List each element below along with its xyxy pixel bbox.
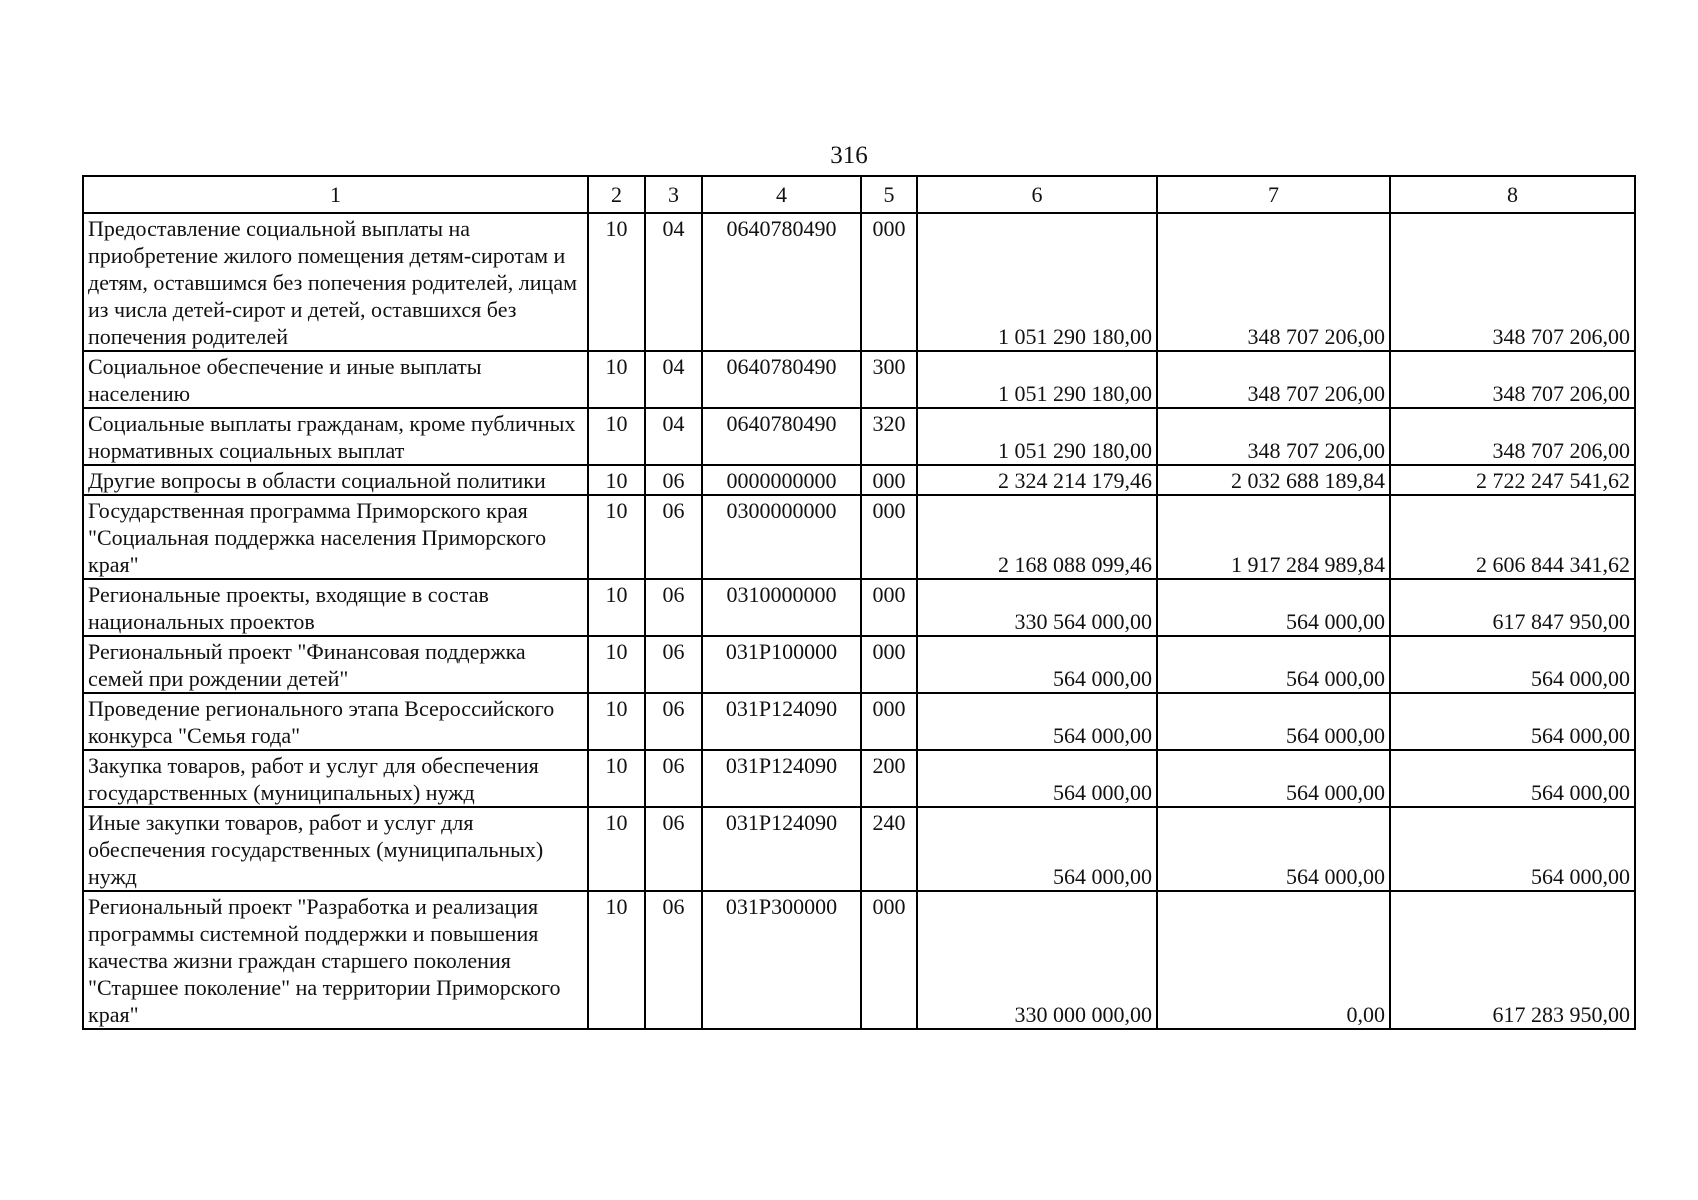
table-row — [83, 891, 1635, 1029]
section-code: 10 — [588, 465, 645, 495]
amount-column-8: 348 707 206,00 — [1390, 351, 1635, 408]
amount-column-6: 330 564 000,00 — [917, 579, 1157, 636]
column-header-1: 1 — [83, 176, 588, 213]
amount-column-7: 348 707 206,00 — [1157, 213, 1390, 351]
column-header-7: 7 — [1157, 176, 1390, 213]
amount-column-6: 564 000,00 — [917, 636, 1157, 693]
expense-type-code: 000 — [861, 465, 917, 495]
expense-type-code: 000 — [861, 213, 917, 351]
header-row — [83, 176, 1635, 213]
column-header-5: 5 — [861, 176, 917, 213]
subsection-code: 04 — [645, 213, 702, 351]
amount-column-7: 348 707 206,00 — [1157, 408, 1390, 465]
row-name: Закупка товаров, работ и услуг для обеспечения государственных (муниципальных) нужд — [83, 750, 588, 807]
amount-column-6: 330 000 000,00 — [917, 891, 1157, 1029]
section-code: 10 — [588, 693, 645, 750]
row-name: Предоставление социальной выплаты на приобретение жилого помещения детям-сиротам и детям, оставшимся без попечения родителей, лицам из числа детей-сирот и детей, оставшихся без попечения родителей — [83, 213, 588, 351]
row-name: Государственная программа Приморского края "Социальная поддержка населения Приморского края" — [83, 495, 588, 579]
section-code: 10 — [588, 807, 645, 891]
section-code: 10 — [588, 891, 645, 1029]
table-row — [83, 693, 1635, 750]
column-header-6: 6 — [917, 176, 1157, 213]
table-row — [83, 579, 1635, 636]
column-header-4: 4 — [702, 176, 861, 213]
target-article-code: 031P124090 — [702, 693, 861, 750]
subsection-code: 06 — [645, 807, 702, 891]
row-name: Проведение регионального этапа Всероссийского конкурса "Семья года" — [83, 693, 588, 750]
section-code: 10 — [588, 351, 645, 408]
amount-column-7: 564 000,00 — [1157, 579, 1390, 636]
amount-column-6: 564 000,00 — [917, 750, 1157, 807]
row-name: Региональные проекты, входящие в состав национальных проектов — [83, 579, 588, 636]
section-code: 10 — [588, 213, 645, 351]
table-row — [83, 750, 1635, 807]
subsection-code: 06 — [645, 750, 702, 807]
row-name: Региональный проект "Разработка и реализация программы системной поддержки и повышения качества жизни граждан старшего поколения "Старшее поколение" на территории Приморского края" — [83, 891, 588, 1029]
column-header-2: 2 — [588, 176, 645, 213]
budget-table — [82, 175, 1636, 1030]
table-body — [83, 213, 1635, 1029]
subsection-code: 06 — [645, 579, 702, 636]
amount-column-6: 2 324 214 179,46 — [917, 465, 1157, 495]
row-name: Другие вопросы в области социальной политики — [83, 465, 588, 495]
amount-column-8: 617 847 950,00 — [1390, 579, 1635, 636]
subsection-code: 06 — [645, 495, 702, 579]
amount-column-7: 564 000,00 — [1157, 807, 1390, 891]
amount-column-8: 564 000,00 — [1390, 750, 1635, 807]
target-article-code: 0300000000 — [702, 495, 861, 579]
expense-type-code: 000 — [861, 636, 917, 693]
target-article-code: 0640780490 — [702, 408, 861, 465]
amount-column-6: 1 051 290 180,00 — [917, 351, 1157, 408]
subsection-code: 04 — [645, 408, 702, 465]
subsection-code: 06 — [645, 465, 702, 495]
expense-type-code: 300 — [861, 351, 917, 408]
amount-column-8: 617 283 950,00 — [1390, 891, 1635, 1029]
table-header — [83, 176, 1635, 213]
target-article-code: 031P100000 — [702, 636, 861, 693]
expense-type-code: 000 — [861, 495, 917, 579]
subsection-code: 06 — [645, 891, 702, 1029]
amount-column-7: 1 917 284 989,84 — [1157, 495, 1390, 579]
section-code: 10 — [588, 408, 645, 465]
expense-type-code: 000 — [861, 579, 917, 636]
amount-column-7: 564 000,00 — [1157, 693, 1390, 750]
amount-column-8: 564 000,00 — [1390, 807, 1635, 891]
target-article-code: 031P124090 — [702, 807, 861, 891]
amount-column-8: 564 000,00 — [1390, 693, 1635, 750]
amount-column-7: 0,00 — [1157, 891, 1390, 1029]
section-code: 10 — [588, 636, 645, 693]
amount-column-7: 564 000,00 — [1157, 750, 1390, 807]
subsection-code: 06 — [645, 693, 702, 750]
amount-column-6: 564 000,00 — [917, 807, 1157, 891]
amount-column-8: 564 000,00 — [1390, 636, 1635, 693]
target-article-code: 031P300000 — [702, 891, 861, 1029]
target-article-code: 0640780490 — [702, 351, 861, 408]
subsection-code: 04 — [645, 351, 702, 408]
table-row — [83, 213, 1635, 351]
row-name: Социальные выплаты гражданам, кроме публичных нормативных социальных выплат — [83, 408, 588, 465]
row-name: Региональный проект "Финансовая поддержка семей при рождении детей" — [83, 636, 588, 693]
column-header-8: 8 — [1390, 176, 1635, 213]
amount-column-6: 2 168 088 099,46 — [917, 495, 1157, 579]
amount-column-6: 1 051 290 180,00 — [917, 213, 1157, 351]
table-row — [83, 636, 1635, 693]
amount-column-8: 348 707 206,00 — [1390, 213, 1635, 351]
amount-column-6: 1 051 290 180,00 — [917, 408, 1157, 465]
target-article-code: 031P124090 — [702, 750, 861, 807]
section-code: 10 — [588, 750, 645, 807]
subsection-code: 06 — [645, 636, 702, 693]
table-row — [83, 465, 1635, 495]
expense-type-code: 320 — [861, 408, 917, 465]
table-row — [83, 351, 1635, 408]
row-name: Социальное обеспечение и иные выплаты населению — [83, 351, 588, 408]
section-code: 10 — [588, 495, 645, 579]
amount-column-7: 2 032 688 189,84 — [1157, 465, 1390, 495]
table-row — [83, 807, 1635, 891]
expense-type-code: 000 — [861, 693, 917, 750]
section-code: 10 — [588, 579, 645, 636]
amount-column-8: 2 722 247 541,62 — [1390, 465, 1635, 495]
expense-type-code: 200 — [861, 750, 917, 807]
amount-column-8: 348 707 206,00 — [1390, 408, 1635, 465]
row-name: Иные закупки товаров, работ и услуг для обеспечения государственных (муниципальных) нужд — [83, 807, 588, 891]
amount-column-8: 2 606 844 341,62 — [1390, 495, 1635, 579]
expense-type-code: 000 — [861, 891, 917, 1029]
table-row — [83, 408, 1635, 465]
amount-column-7: 348 707 206,00 — [1157, 351, 1390, 408]
amount-column-7: 564 000,00 — [1157, 636, 1390, 693]
target-article-code: 0310000000 — [702, 579, 861, 636]
column-header-3: 3 — [645, 176, 702, 213]
expense-type-code: 240 — [861, 807, 917, 891]
target-article-code: 0000000000 — [702, 465, 861, 495]
target-article-code: 0640780490 — [702, 213, 861, 351]
page-number: 316 — [830, 142, 868, 169]
table-row — [83, 495, 1635, 579]
amount-column-6: 564 000,00 — [917, 693, 1157, 750]
